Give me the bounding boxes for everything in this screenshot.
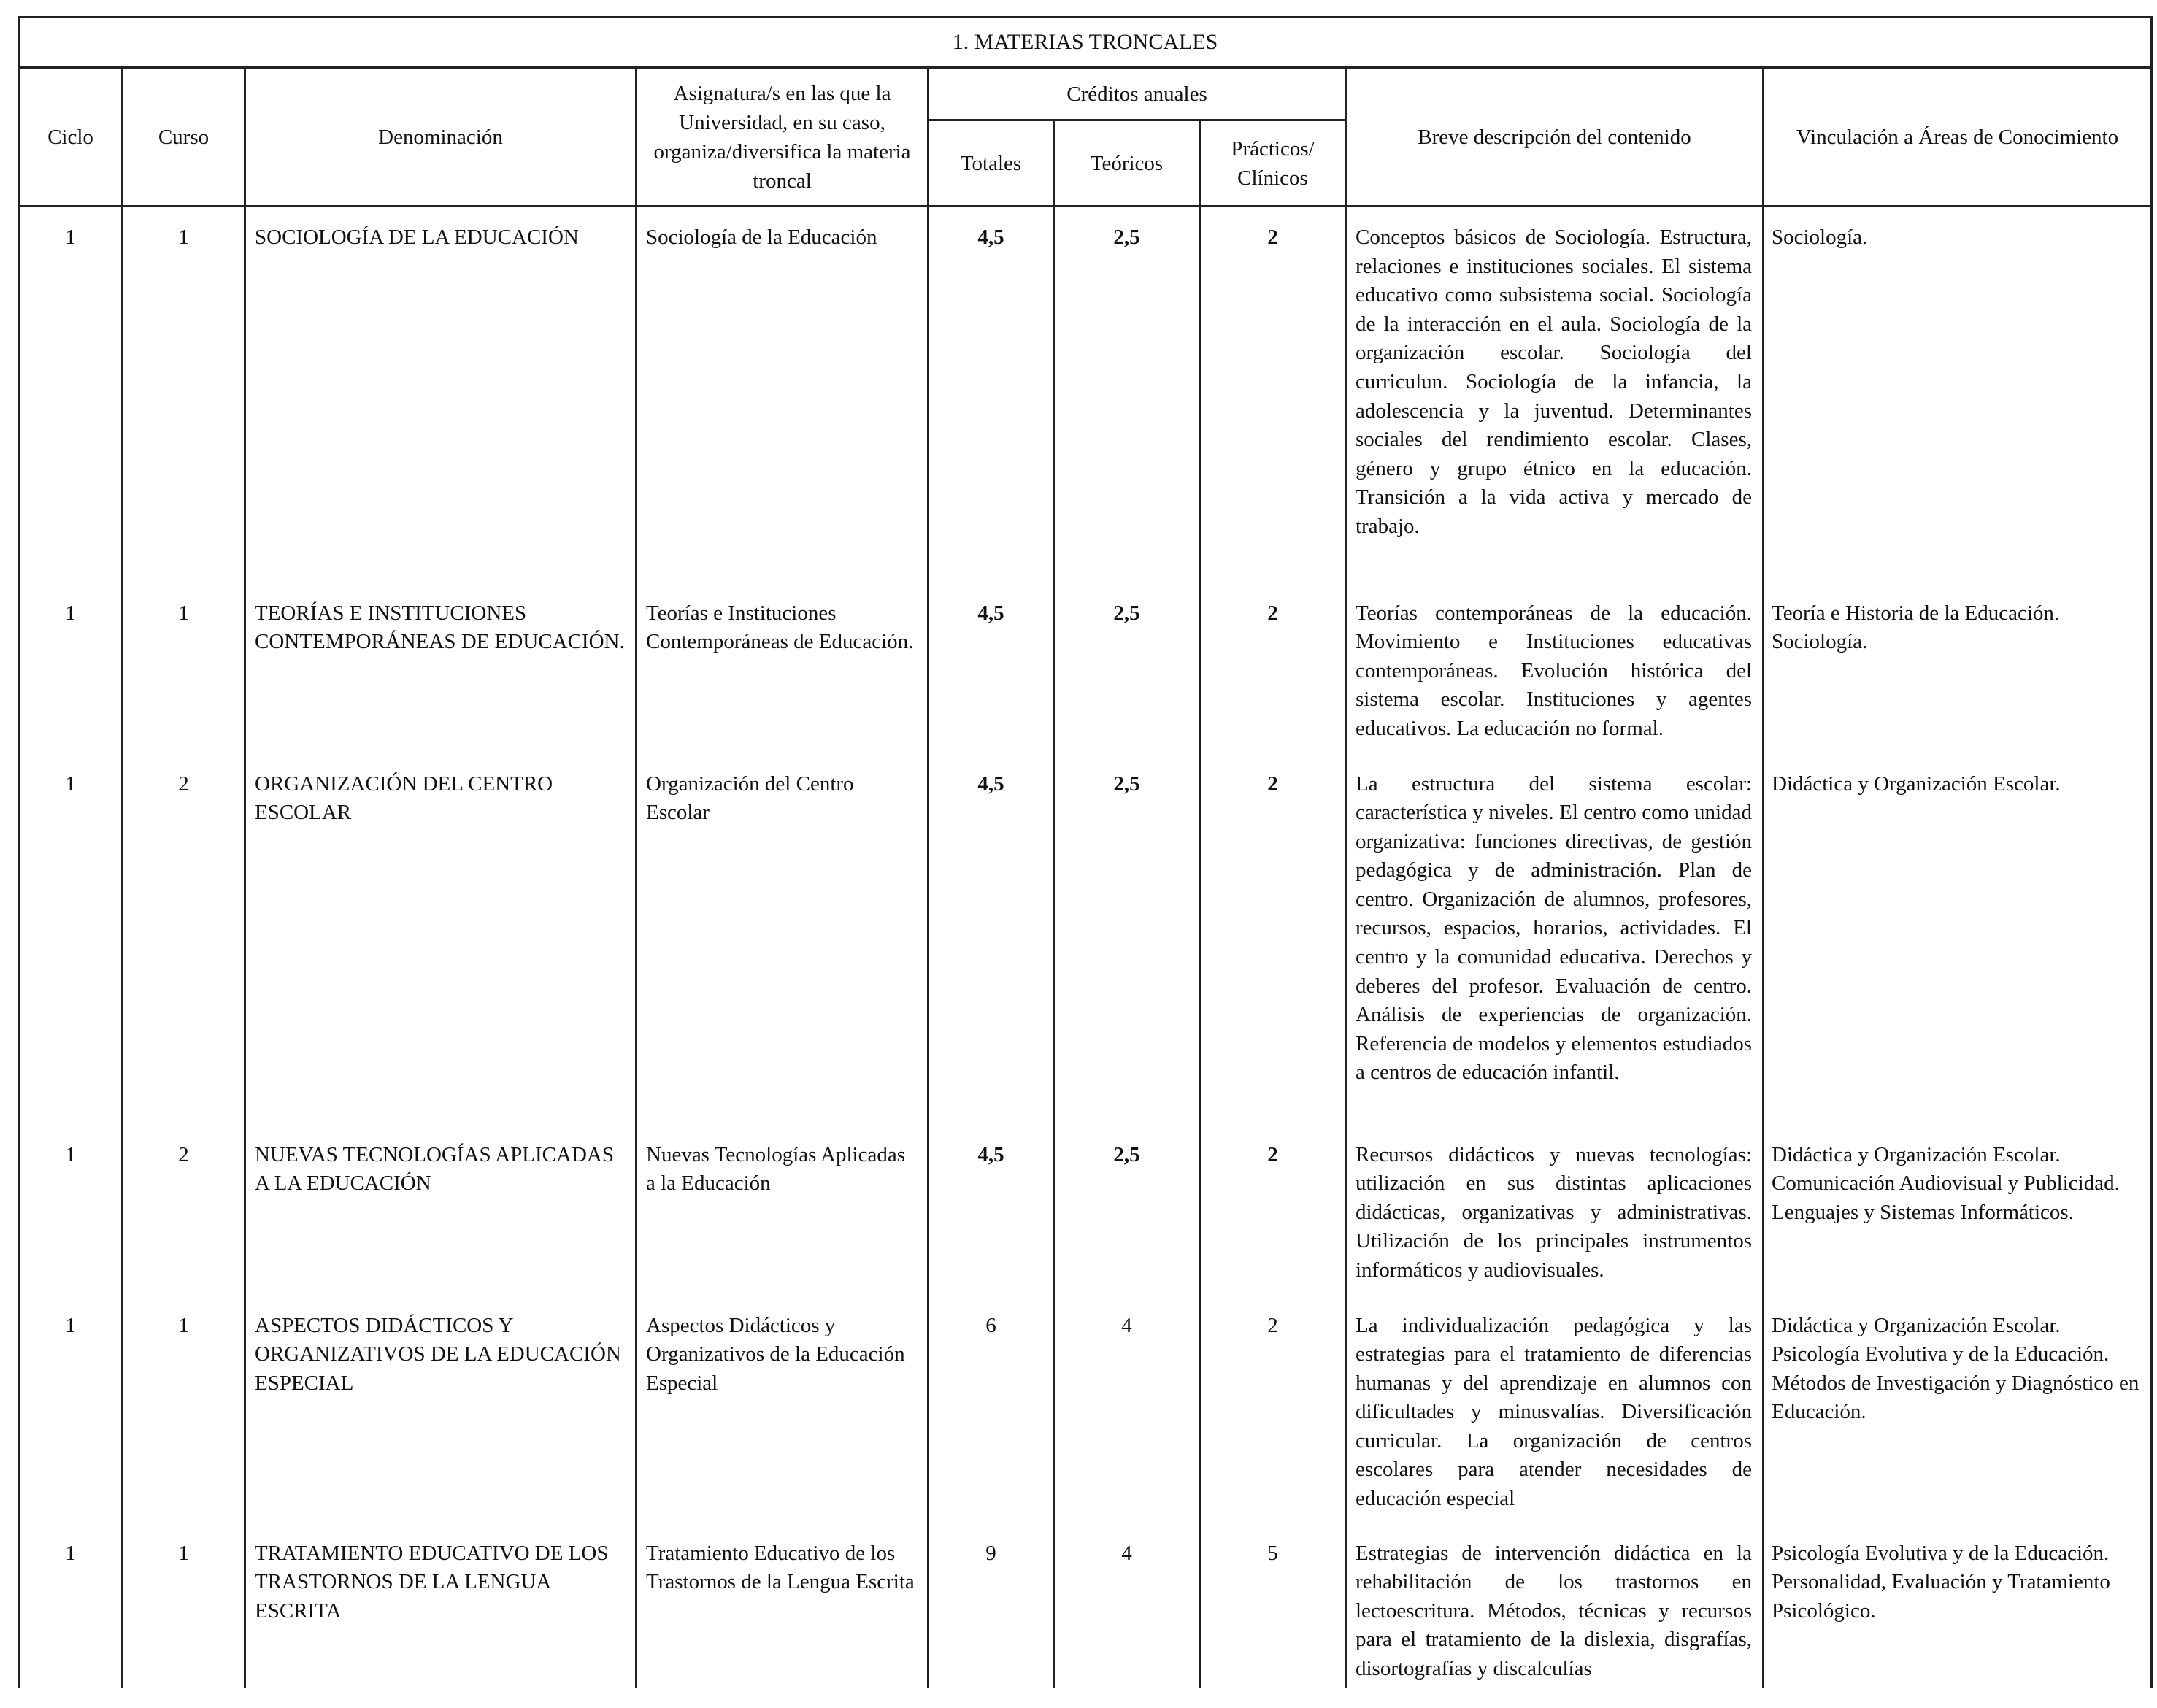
- section-title: 1. MATERIAS TRONCALES: [19, 18, 2152, 68]
- areas-cell: [1764, 583, 2152, 754]
- area-line: Didáctica y Organización Escolar.: [1772, 1142, 2061, 1166]
- areas-cell: [1764, 207, 2152, 583]
- table-row: [19, 1523, 2152, 1688]
- curso-cell: 1: [123, 583, 245, 754]
- denominacion-cell: ASPECTOS DIDÁCTICOS Y ORGANIZATIVOS DE LA EDUCACIÓN ESPECIAL: [245, 1296, 637, 1523]
- asignatura-cell: Tratamiento Educativo de los Trastornos de la Lengua Escrita: [637, 1523, 928, 1688]
- area-line: Comunicación Audiovisual y Publicidad.: [1772, 1172, 2120, 1196]
- descripcion-cell: Estrategias de intervención didáctica en la rehabilitación de los trastornos en lectoescritura. Métodos, técnicas y recursos para el tratamiento de la dislexia, disgrafías, disortografías y discalculías: [1346, 1523, 1764, 1688]
- denominacion-cell: TRATAMIENTO EDUCATIVO DE LOS TRASTORNOS DE LA LENGUA ESCRITA: [245, 1523, 637, 1688]
- header-descripcion: Breve descripción del contenido: [1346, 68, 1764, 207]
- header-practicos: Prácticos/ Clínicos: [1200, 120, 1346, 207]
- table-row: [19, 754, 2152, 1125]
- totales-cell: 4,5: [928, 754, 1054, 1125]
- ciclo-cell: 1: [19, 583, 123, 754]
- asignatura-cell: Teorías e Instituciones Contemporáneas de Educación.: [637, 583, 928, 754]
- totales-cell: 4,5: [928, 207, 1054, 583]
- denominacion-cell: ORGANIZACIÓN DEL CENTRO ESCOLAR: [245, 754, 637, 1125]
- descripcion-cell: La individualización pedagógica y las estrategias para el tratamiento de diferencias humanas y del aprendizaje en alumnos con dificultades y minusvalías. Diversificación curricular. La organización de centros escolares para atender necesidades de educación especial: [1346, 1296, 1764, 1523]
- teoricos-cell: 2,5: [1054, 207, 1200, 583]
- teoricos-cell: 4: [1054, 1296, 1200, 1523]
- header-totales: Totales: [928, 120, 1054, 207]
- header-curso: Curso: [123, 68, 245, 207]
- materias-troncales-table: [18, 16, 2153, 1688]
- areas-cell: [1764, 1523, 2152, 1688]
- teoricos-cell: 2,5: [1054, 1125, 1200, 1296]
- descripcion-cell: Teorías contemporáneas de la educación. Movimiento e Instituciones educativas contemporáneas. Evolución histórica del sistema escolar. Instituciones y agentes educativos. La educación no formal.: [1346, 583, 1764, 754]
- table-row: [19, 207, 2152, 583]
- practicos-cell: 2: [1200, 1125, 1346, 1296]
- ciclo-cell: 1: [19, 207, 123, 583]
- curso-cell: 1: [123, 1523, 245, 1688]
- area-line: Sociología.: [1772, 226, 1868, 249]
- denominacion-cell: SOCIOLOGÍA DE LA EDUCACIÓN: [245, 207, 637, 583]
- curso-cell: 1: [123, 207, 245, 583]
- ciclo-cell: 1: [19, 754, 123, 1125]
- table-row: [19, 1296, 2152, 1523]
- area-line: Didáctica y Organización Escolar.: [1772, 772, 2061, 796]
- teoricos-cell: 2,5: [1054, 754, 1200, 1125]
- table-row: [19, 1125, 2152, 1296]
- table-row: [19, 583, 2152, 754]
- practicos-cell: 5: [1200, 1523, 1346, 1688]
- denominacion-cell: TEORÍAS E INSTITUCIONES CONTEMPORÁNEAS DE EDUCACIÓN.: [245, 583, 637, 754]
- asignatura-cell: Aspectos Didácticos y Organizativos de la Educación Especial: [637, 1296, 928, 1523]
- areas-cell: [1764, 1296, 2152, 1523]
- totales-cell: 4,5: [928, 583, 1054, 754]
- curso-cell: 2: [123, 754, 245, 1125]
- ciclo-cell: 1: [19, 1125, 123, 1296]
- ciclo-cell: 1: [19, 1296, 123, 1523]
- header-teoricos: Teóricos: [1054, 120, 1200, 207]
- practicos-cell: 2: [1200, 583, 1346, 754]
- area-line: Psicología Evolutiva y de la Educación.: [1772, 1342, 2110, 1366]
- descripcion-cell: Conceptos básicos de Sociología. Estructura, relaciones e instituciones sociales. El sistema educativo como subsistema social. Sociología de la interacción en el aula. Sociología de la organización escolar. Sociología del curriculun. Sociología de la infancia, la adolescencia y la juventud. Determinantes sociales del rendimiento escolar. Clases, género y grupo étnico en la educación. Transición a la vida activa y mercado de trabajo.: [1346, 207, 1764, 583]
- header-asignatura: Asignatura/s en las que la Universidad, en su caso, organiza/diversifica la materia troncal: [637, 68, 928, 207]
- header-ciclo: Ciclo: [19, 68, 123, 207]
- totales-cell: 9: [928, 1523, 1054, 1688]
- asignatura-cell: Nuevas Tecnologías Aplicadas a la Educación: [637, 1125, 928, 1296]
- asignatura-cell: Organización del Centro Escolar: [637, 754, 928, 1125]
- practicos-cell: 2: [1200, 754, 1346, 1125]
- area-line: Psicología Evolutiva y de la Educación.: [1772, 1541, 2110, 1565]
- areas-cell: [1764, 754, 2152, 1125]
- ciclo-cell: 1: [19, 1523, 123, 1688]
- descripcion-cell: Recursos didácticos y nuevas tecnologías: utilización en sus distintas aplicaciones didácticas, organizativas y administrativas. Utilización de los principales instrumentos informáticos y audiovisuales.: [1346, 1125, 1764, 1296]
- table-body: [19, 207, 2152, 1688]
- asignatura-cell: Sociología de la Educación: [637, 207, 928, 583]
- header-creditos-anuales: Créditos anuales: [928, 68, 1346, 120]
- area-line: Personalidad, Evaluación y Tratamiento Psicológico.: [1772, 1570, 2110, 1623]
- teoricos-cell: 2,5: [1054, 583, 1200, 754]
- area-line: Sociología.: [1772, 630, 1868, 654]
- curso-cell: 1: [123, 1296, 245, 1523]
- curso-cell: 2: [123, 1125, 245, 1296]
- area-line: Lenguajes y Sistemas Informáticos.: [1772, 1200, 2074, 1224]
- practicos-cell: 2: [1200, 207, 1346, 583]
- totales-cell: 6: [928, 1296, 1054, 1523]
- area-line: Didáctica y Organización Escolar.: [1772, 1313, 2061, 1337]
- area-line: Métodos de Investigación y Diagnóstico en Educación.: [1772, 1371, 2139, 1424]
- header-denominacion: Denominación: [245, 68, 637, 207]
- teoricos-cell: 4: [1054, 1523, 1200, 1688]
- area-line: Teoría e Historia de la Educación.: [1772, 601, 2060, 625]
- descripcion-cell: La estructura del sistema escolar: característica y niveles. El centro como unidad organizativa: funciones directivas, de gestión pedagógica y de administración. Plan de centro. Organización de alumnos, profesores, recursos, espacios, horarios, actividades. El centro y la comunidad educativa. Derechos y deberes del profesor. Evaluación de centro. Análisis de experiencias de organización. Referencia de modelos y elementos estudiados a centros de educación infantil.: [1346, 754, 1764, 1125]
- areas-cell: [1764, 1125, 2152, 1296]
- totales-cell: 4,5: [928, 1125, 1054, 1296]
- denominacion-cell: NUEVAS TECNOLOGÍAS APLICADAS A LA EDUCACIÓN: [245, 1125, 637, 1296]
- header-vinculacion: Vinculación a Áreas de Conocimiento: [1764, 68, 2152, 207]
- practicos-cell: 2: [1200, 1296, 1346, 1523]
- document-page: [18, 16, 2150, 1688]
